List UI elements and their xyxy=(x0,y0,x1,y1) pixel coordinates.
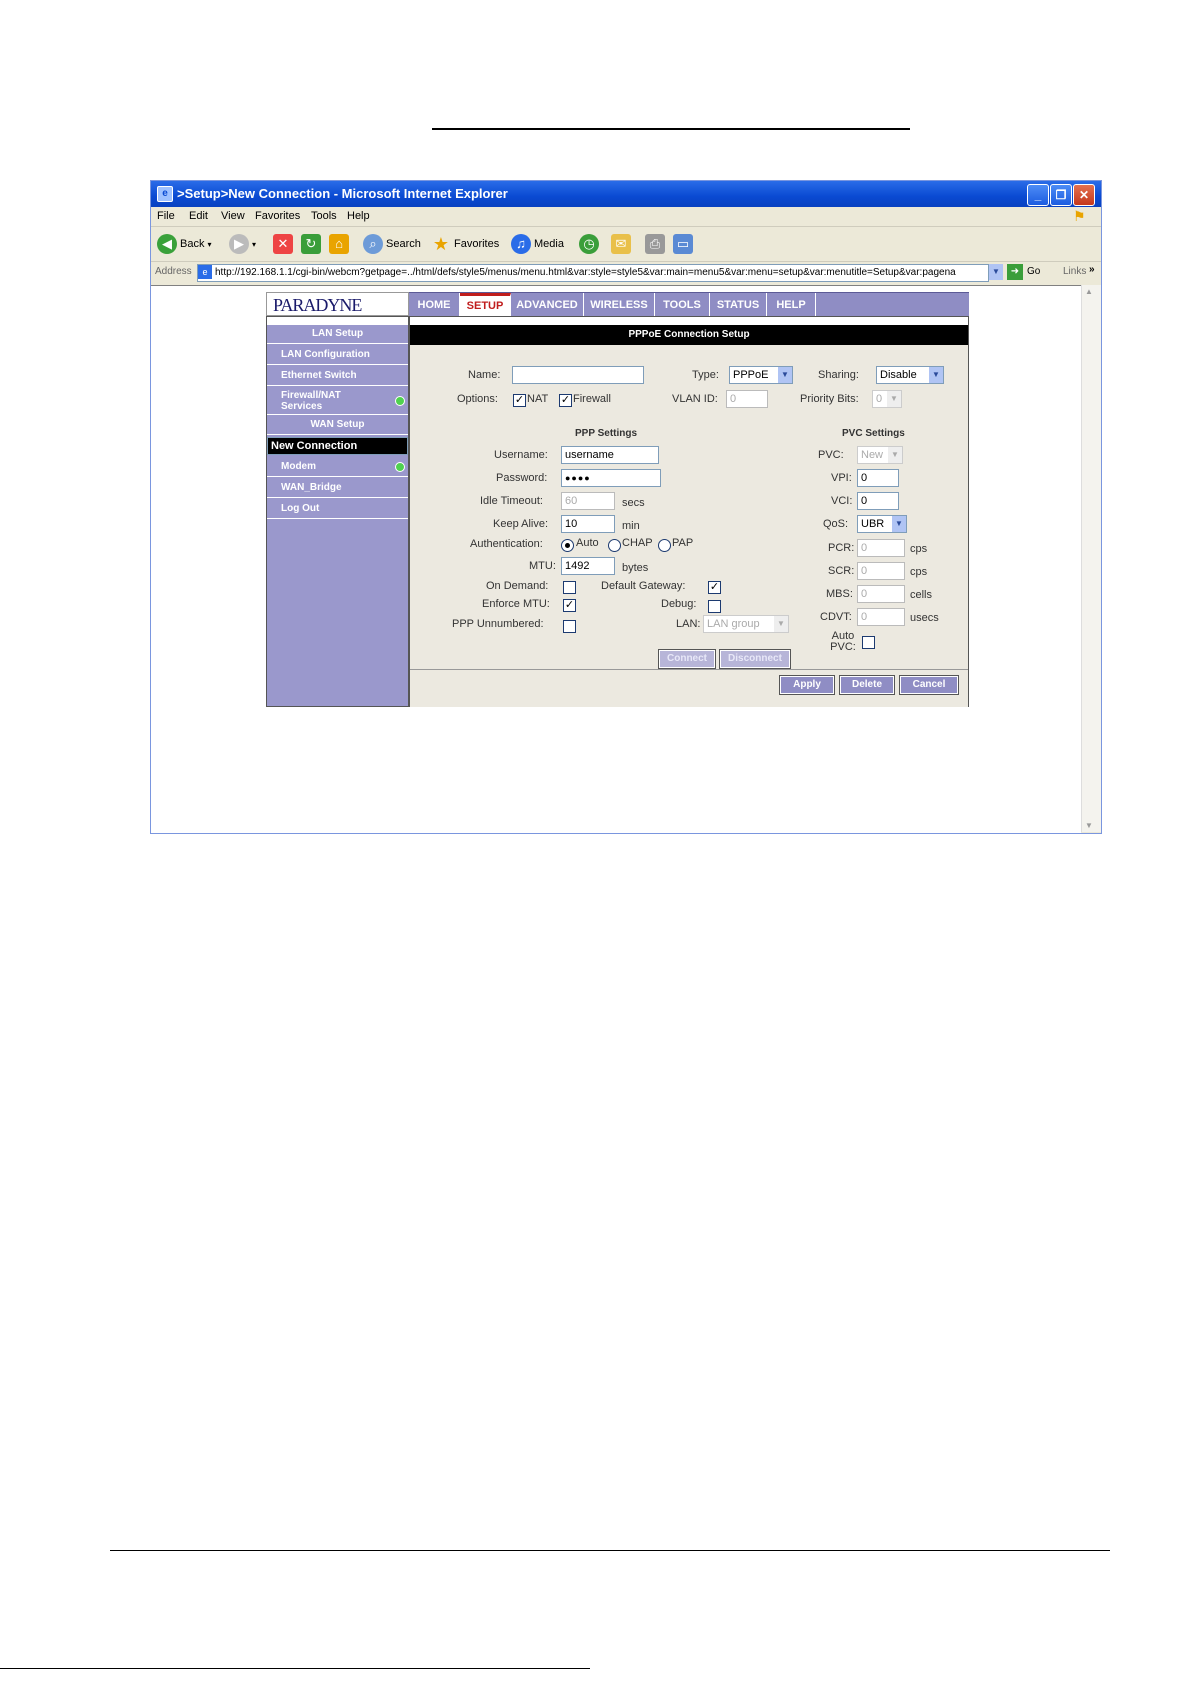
auto-pvc-label: Auto PVC: xyxy=(830,630,856,653)
keep-alive-input[interactable]: 10 xyxy=(561,515,615,533)
tab-wireless[interactable]: WIRELESS xyxy=(584,293,655,317)
back-button[interactable]: ◀ Back ▾ xyxy=(157,234,211,254)
browser-window xyxy=(150,180,1102,834)
tab-status[interactable]: STATUS xyxy=(710,293,767,317)
page-icon: e xyxy=(198,265,212,279)
address-bar xyxy=(151,262,1101,284)
auth-chap-radio[interactable] xyxy=(608,539,621,552)
chevron-down-icon: ▼ xyxy=(929,367,943,383)
menu-edit[interactable]: Edit xyxy=(189,210,208,222)
debug-checkbox[interactable] xyxy=(708,600,721,613)
scr-input[interactable]: 0 xyxy=(857,562,905,580)
nat-label: NAT xyxy=(527,393,549,405)
debug-label: Debug: xyxy=(661,598,697,610)
sidebar-item-label: Firewall/NAT Services xyxy=(281,390,341,412)
firewall-label: Firewall xyxy=(573,393,611,405)
auth-auto-radio[interactable] xyxy=(561,539,574,552)
idle-timeout-unit: secs xyxy=(622,497,645,509)
menu-view[interactable]: View xyxy=(221,210,245,222)
address-label: Address xyxy=(155,266,192,277)
pvc-select[interactable] xyxy=(857,446,903,464)
scr-label: SCR: xyxy=(828,565,855,577)
address-url: http://192.168.1.1/cgi-bin/webcm?getpage=../html/defs/style5/menus/menu.html&var:style=style5&var:main=menu5&var:menu=setup&var:menutitle=Setup&var:pagena xyxy=(215,267,956,278)
cdvt-label: CDVT: xyxy=(820,611,852,623)
sidebar-item-new-connection[interactable]: New Connection xyxy=(267,437,408,455)
sidebar-item-label: Modem xyxy=(281,461,316,472)
type-value: PPPoE xyxy=(733,369,769,381)
mtu-unit: bytes xyxy=(622,562,649,574)
ppp-settings-heading: PPP Settings xyxy=(575,428,638,439)
tab-setup[interactable]: SETUP xyxy=(460,293,511,320)
lan-label: LAN: xyxy=(676,618,701,630)
maximize-button[interactable]: ❐ xyxy=(1050,184,1072,206)
windows-logo-icon: ⚑ xyxy=(1073,208,1086,224)
links-label[interactable]: Links xyxy=(1063,266,1087,277)
close-button[interactable]: ✕ xyxy=(1073,184,1095,206)
type-label: Type: xyxy=(692,369,719,381)
sharing-value: Disable xyxy=(880,369,917,381)
pcr-unit: cps xyxy=(910,543,928,555)
media-label: Media xyxy=(534,238,564,250)
disconnect-button[interactable]: Disconnect xyxy=(720,650,790,668)
window-title: >Setup>New Connection - Microsoft Internet Explorer xyxy=(177,186,508,201)
vpi-label: VPI: xyxy=(831,472,852,484)
idle-timeout-label: Idle Timeout: xyxy=(480,495,543,507)
status-dot-icon xyxy=(395,462,405,472)
sidebar-item-lan-configuration[interactable]: LAN Configuration xyxy=(267,346,408,365)
on-demand-checkbox[interactable] xyxy=(563,581,576,594)
ie-page-icon: e xyxy=(157,186,173,202)
type-select[interactable] xyxy=(729,366,793,384)
priority-bits-select[interactable] xyxy=(872,390,902,408)
search-button[interactable] xyxy=(363,234,421,254)
options-label: Options: xyxy=(457,393,498,405)
authentication-label: Authentication: xyxy=(470,538,543,550)
chevron-down-icon: ▼ xyxy=(888,447,902,463)
pcr-input[interactable]: 0 xyxy=(857,539,905,557)
toolbar xyxy=(151,227,1101,262)
paradyne-logo: PARADYNE xyxy=(266,292,409,316)
cancel-button[interactable]: Cancel xyxy=(900,676,958,694)
address-input[interactable] xyxy=(197,264,989,282)
menu-favorites[interactable]: Favorites xyxy=(255,210,301,222)
mbs-input[interactable]: 0 xyxy=(857,585,905,603)
menu-help[interactable]: Help xyxy=(347,210,370,222)
sidebar xyxy=(266,316,409,707)
forward-button[interactable]: ▶ ▾ xyxy=(229,234,256,254)
auth-chap-label: CHAP xyxy=(622,537,653,549)
vpi-input[interactable]: 0 xyxy=(857,469,899,487)
tab-help[interactable]: HELP xyxy=(767,293,816,317)
priority-bits-label: Priority Bits: xyxy=(800,393,859,405)
sidebar-header-wan-setup: WAN Setup xyxy=(267,416,408,435)
go-label[interactable]: Go xyxy=(1027,266,1041,277)
favorites-label: Favorites xyxy=(454,238,500,250)
main-panel xyxy=(409,316,969,707)
keep-alive-unit: min xyxy=(622,520,640,532)
mtu-input[interactable]: 1492 xyxy=(561,557,615,575)
top-nav xyxy=(409,292,969,317)
enforce-mtu-checkbox[interactable]: ✓ xyxy=(564,599,575,611)
chevron-down-icon: ▼ xyxy=(774,616,788,632)
mbs-label: MBS: xyxy=(826,588,853,600)
default-gateway-label: Default Gateway: xyxy=(601,580,686,592)
vci-input[interactable]: 0 xyxy=(857,492,899,510)
qos-label: QoS: xyxy=(823,518,849,530)
auto-pvc-checkbox[interactable] xyxy=(862,636,875,649)
sidebar-item-ethernet-switch[interactable]: Ethernet Switch xyxy=(267,367,408,386)
qos-select[interactable] xyxy=(857,515,907,533)
tab-tools[interactable]: TOOLS xyxy=(655,293,710,317)
chevron-down-icon: ▼ xyxy=(778,367,792,383)
sharing-label: Sharing: xyxy=(818,369,859,381)
connect-button[interactable]: Connect xyxy=(659,650,715,668)
vci-label: VCI: xyxy=(831,495,853,507)
cdvt-input[interactable]: 0 xyxy=(857,608,905,626)
auth-auto-label: Auto xyxy=(576,537,599,549)
header-rule xyxy=(432,128,910,130)
pvc-value: New xyxy=(861,449,884,461)
favorites-button[interactable] xyxy=(431,234,499,254)
scr-unit: cps xyxy=(910,566,928,578)
delete-button[interactable]: Delete xyxy=(840,676,894,694)
page-title: PPPoE Connection Setup xyxy=(410,325,968,345)
enforce-mtu-label: Enforce MTU: xyxy=(482,598,550,610)
ppp-unnumbered-label: PPP Unnumbered: xyxy=(452,618,544,630)
scroll-up-icon[interactable]: ▲ xyxy=(1085,287,1093,296)
sidebar-item-firewall-nat[interactable] xyxy=(267,388,408,415)
search-label: Search xyxy=(386,238,421,250)
cdvt-unit: usecs xyxy=(910,612,939,624)
media-button[interactable] xyxy=(511,234,564,254)
sidebar-header-lan-setup: LAN Setup xyxy=(267,325,408,344)
minimize-button[interactable]: _ xyxy=(1027,184,1049,206)
router-ui xyxy=(266,292,969,707)
page-viewport xyxy=(151,285,1081,833)
password-label: Password: xyxy=(496,472,548,484)
tab-home[interactable]: HOME xyxy=(409,293,460,317)
ppp-unnumbered-checkbox[interactable] xyxy=(563,620,576,633)
menu-file[interactable]: File xyxy=(157,210,175,222)
search-icon: ⌕ xyxy=(363,234,383,254)
auth-pap-radio[interactable] xyxy=(658,539,671,552)
mbs-unit: cells xyxy=(910,589,933,601)
pvc-label: PVC: xyxy=(818,449,844,461)
vlan-id-input[interactable]: 0 xyxy=(726,390,768,408)
chevron-down-icon: ▼ xyxy=(892,516,906,532)
username-label: Username: xyxy=(494,449,548,461)
scroll-down-icon[interactable]: ▼ xyxy=(1085,821,1093,830)
go-arrow-icon[interactable]: ➜ xyxy=(1007,264,1023,280)
name-input[interactable] xyxy=(512,366,644,384)
sidebar-item-log-out[interactable]: Log Out xyxy=(267,500,408,519)
footer-rule xyxy=(110,1550,1110,1551)
password-input[interactable]: ●●●● xyxy=(561,469,661,487)
on-demand-label: On Demand: xyxy=(486,580,549,592)
bottom-rule xyxy=(0,1668,590,1669)
address-dropdown-icon[interactable]: ▼ xyxy=(989,264,1003,280)
mail-icon[interactable]: ✉ xyxy=(611,234,631,254)
priority-bits-value: 0 xyxy=(876,393,883,405)
print-icon[interactable]: ⎙ xyxy=(645,234,665,254)
auth-pap-label: PAP xyxy=(672,537,694,549)
edit-icon[interactable]: ▭ xyxy=(673,234,693,254)
back-label: Back xyxy=(180,238,205,250)
lan-value: LAN group xyxy=(707,618,760,630)
status-dot-icon xyxy=(395,396,405,406)
idle-timeout-input[interactable]: 60 xyxy=(561,492,615,510)
sidebar-item-wan-bridge[interactable]: WAN_Bridge xyxy=(267,479,408,498)
links-chevron-icon[interactable]: » xyxy=(1089,264,1095,275)
default-gateway-checkbox[interactable]: ✓ xyxy=(709,581,720,593)
forward-arrow-icon: ▶ xyxy=(229,234,249,254)
lan-select[interactable] xyxy=(703,615,789,633)
refresh-icon[interactable]: ↻ xyxy=(301,234,321,254)
menu-tools[interactable]: Tools xyxy=(311,210,337,222)
qos-value: UBR xyxy=(861,518,885,530)
sidebar-item-modem[interactable] xyxy=(267,458,408,477)
back-arrow-icon: ◀ xyxy=(157,234,177,254)
chevron-down-icon: ▼ xyxy=(887,391,901,407)
name-label: Name: xyxy=(468,369,501,381)
media-icon: ♫ xyxy=(511,234,531,254)
tab-advanced[interactable]: ADVANCED xyxy=(511,293,584,317)
pvc-settings-heading: PVC Settings xyxy=(842,428,905,439)
nat-checkbox[interactable]: ✓ xyxy=(514,394,525,406)
vertical-scrollbar[interactable] xyxy=(1081,285,1101,832)
firewall-checkbox[interactable]: ✓ xyxy=(560,394,571,406)
history-icon[interactable]: ◷ xyxy=(579,234,599,254)
pcr-label: PCR: xyxy=(828,542,855,554)
title-bar xyxy=(151,181,1101,207)
home-icon[interactable]: ⌂ xyxy=(329,234,349,254)
mtu-label: MTU: xyxy=(529,560,556,572)
keep-alive-label: Keep Alive: xyxy=(493,518,549,530)
vlan-id-label: VLAN ID: xyxy=(672,393,718,405)
username-input[interactable]: username xyxy=(561,446,659,464)
stop-icon[interactable]: ✕ xyxy=(273,234,293,254)
sharing-select[interactable] xyxy=(876,366,944,384)
star-icon: ★ xyxy=(432,234,450,254)
apply-button[interactable]: Apply xyxy=(780,676,834,694)
menu-bar xyxy=(151,207,1101,227)
